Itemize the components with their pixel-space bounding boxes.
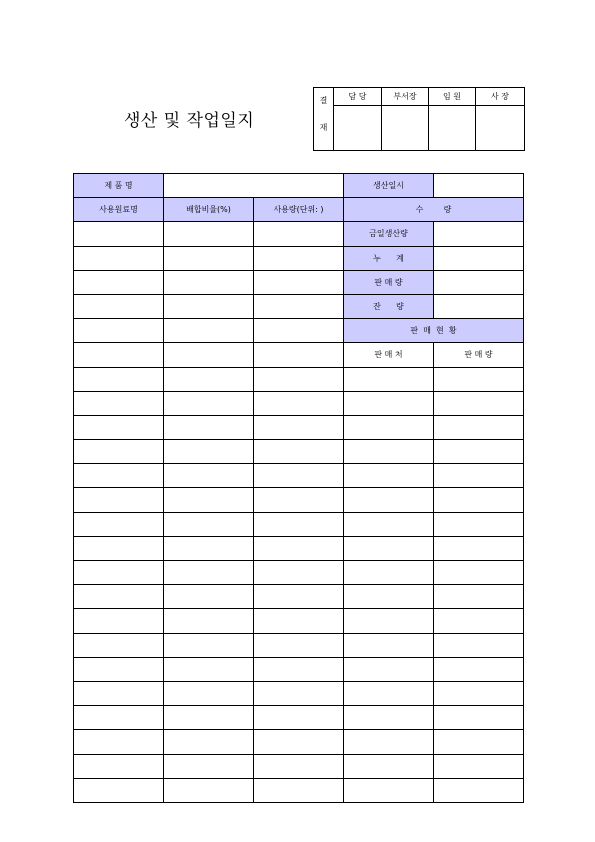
approval-sign-president[interactable] <box>476 106 525 151</box>
usage-cell[interactable] <box>254 681 344 705</box>
seller-cell[interactable] <box>344 609 434 633</box>
approval-sign-dept-head[interactable] <box>382 106 429 151</box>
usage-cell[interactable] <box>254 657 344 681</box>
sales-amount-cell[interactable] <box>434 706 524 730</box>
approval-side-label-top: 결 <box>314 88 334 106</box>
remaining-label: 잔 량 <box>344 294 434 318</box>
usage-cell[interactable] <box>254 730 344 754</box>
ratio-cell[interactable] <box>164 561 254 585</box>
ratio-cell[interactable] <box>164 706 254 730</box>
approval-side-label-bottom: 재 <box>314 106 334 151</box>
sales-amount-cell[interactable] <box>434 464 524 488</box>
material-cell[interactable] <box>74 681 164 705</box>
usage-cell[interactable] <box>254 778 344 802</box>
sales-amount-cell[interactable] <box>434 681 524 705</box>
quantity-header: 수 량 <box>344 198 524 222</box>
usage-cell[interactable] <box>254 246 344 270</box>
sales-amount-cell[interactable] <box>434 633 524 657</box>
usage-cell[interactable] <box>254 440 344 464</box>
material-cell[interactable] <box>74 706 164 730</box>
material-cell[interactable] <box>74 585 164 609</box>
seller-cell[interactable] <box>344 512 434 536</box>
table-row <box>74 657 524 681</box>
seller-cell[interactable] <box>344 706 434 730</box>
approval-sign-manager[interactable] <box>334 106 382 151</box>
product-name-field[interactable] <box>164 174 344 198</box>
table-row <box>74 415 524 439</box>
production-log-table <box>73 173 524 803</box>
ratio-cell[interactable] <box>164 440 254 464</box>
ratio-header: 배합비율(%) <box>164 198 254 222</box>
table-row <box>74 512 524 536</box>
seller-cell[interactable] <box>344 367 434 391</box>
production-date-field[interactable] <box>434 174 524 198</box>
ratio-cell[interactable] <box>164 415 254 439</box>
material-cell[interactable] <box>74 754 164 778</box>
ratio-cell[interactable] <box>164 222 254 246</box>
seller-cell[interactable] <box>344 754 434 778</box>
usage-cell[interactable] <box>254 536 344 560</box>
table-row <box>74 391 524 415</box>
ratio-cell[interactable] <box>164 319 254 343</box>
material-cell[interactable] <box>74 464 164 488</box>
ratio-cell[interactable] <box>164 294 254 318</box>
material-cell[interactable] <box>74 633 164 657</box>
sales-amount-cell[interactable] <box>434 391 524 415</box>
product-name-label: 제 품 명 <box>74 174 164 198</box>
table-row <box>74 754 524 778</box>
ratio-cell[interactable] <box>164 585 254 609</box>
sales-amount-cell[interactable] <box>434 657 524 681</box>
table-row <box>74 609 524 633</box>
sales-amount-cell[interactable] <box>434 609 524 633</box>
approval-role-dept-head: 부서장 <box>382 88 429 106</box>
sales-amount-cell[interactable] <box>434 367 524 391</box>
material-cell[interactable] <box>74 609 164 633</box>
material-cell[interactable] <box>74 488 164 512</box>
material-header: 사용원료명 <box>74 198 164 222</box>
ratio-cell[interactable] <box>164 754 254 778</box>
approval-role-executive: 임 원 <box>429 88 476 106</box>
production-date-label: 생산일시 <box>344 174 434 198</box>
material-cell[interactable] <box>74 415 164 439</box>
approval-sign-executive[interactable] <box>429 106 476 151</box>
usage-header: 사용량(단위: ) <box>254 198 344 222</box>
seller-cell[interactable] <box>344 561 434 585</box>
material-cell[interactable] <box>74 440 164 464</box>
approval-role-manager: 담 당 <box>334 88 382 106</box>
material-cell[interactable] <box>74 730 164 754</box>
usage-cell[interactable] <box>254 488 344 512</box>
seller-cell[interactable] <box>344 488 434 512</box>
cumulative-field[interactable] <box>434 246 524 270</box>
ratio-cell[interactable] <box>164 391 254 415</box>
usage-cell[interactable] <box>254 415 344 439</box>
table-row <box>74 585 524 609</box>
usage-cell[interactable] <box>254 706 344 730</box>
ratio-cell[interactable] <box>164 270 254 294</box>
today-production-field[interactable] <box>434 222 524 246</box>
approval-table <box>313 87 525 151</box>
ratio-cell[interactable] <box>164 343 254 367</box>
sales-amount-cell[interactable] <box>434 778 524 802</box>
seller-cell[interactable] <box>344 633 434 657</box>
material-cell[interactable] <box>74 222 164 246</box>
sales-amount-cell[interactable] <box>434 488 524 512</box>
table-row <box>74 367 524 391</box>
page-title: 생산 및 작업일지 <box>124 111 255 131</box>
material-cell[interactable] <box>74 391 164 415</box>
ratio-cell[interactable] <box>164 681 254 705</box>
table-row <box>74 778 524 802</box>
table-row <box>74 536 524 560</box>
seller-cell[interactable] <box>344 585 434 609</box>
usage-cell[interactable] <box>254 270 344 294</box>
ratio-cell[interactable] <box>164 512 254 536</box>
seller-cell[interactable] <box>344 730 434 754</box>
seller-cell[interactable] <box>344 464 434 488</box>
usage-cell[interactable] <box>254 754 344 778</box>
ratio-cell[interactable] <box>164 730 254 754</box>
material-cell[interactable] <box>74 561 164 585</box>
usage-cell[interactable] <box>254 294 344 318</box>
usage-cell[interactable] <box>254 391 344 415</box>
material-cell[interactable] <box>74 343 164 367</box>
ratio-cell[interactable] <box>164 633 254 657</box>
table-row <box>74 488 524 512</box>
table-row <box>74 681 524 705</box>
ratio-cell[interactable] <box>164 536 254 560</box>
material-cell[interactable] <box>74 367 164 391</box>
sales-amount-header: 판 매 량 <box>434 343 524 367</box>
material-cell[interactable] <box>74 319 164 343</box>
sales-amount-cell[interactable] <box>434 730 524 754</box>
table-row <box>74 464 524 488</box>
seller-cell[interactable] <box>344 391 434 415</box>
ratio-cell[interactable] <box>164 488 254 512</box>
seller-header: 판 매 처 <box>344 343 434 367</box>
material-cell[interactable] <box>74 778 164 802</box>
ratio-cell[interactable] <box>164 778 254 802</box>
table-row <box>74 730 524 754</box>
table-row <box>74 706 524 730</box>
sales-amount-label: 판 매 량 <box>344 270 434 294</box>
ratio-cell[interactable] <box>164 657 254 681</box>
remaining-field[interactable] <box>434 294 524 318</box>
usage-cell[interactable] <box>254 609 344 633</box>
seller-cell[interactable] <box>344 778 434 802</box>
ratio-cell[interactable] <box>164 464 254 488</box>
ratio-cell[interactable] <box>164 609 254 633</box>
usage-cell[interactable] <box>254 343 344 367</box>
sales-amount-cell[interactable] <box>434 536 524 560</box>
seller-cell[interactable] <box>344 681 434 705</box>
sales-amount-field[interactable] <box>434 270 524 294</box>
material-cell[interactable] <box>74 246 164 270</box>
seller-cell[interactable] <box>344 536 434 560</box>
material-cell[interactable] <box>74 657 164 681</box>
approval-role-president: 사 장 <box>476 88 525 106</box>
usage-cell[interactable] <box>254 367 344 391</box>
sales-status-header: 판 매 현 황 <box>344 319 524 343</box>
sales-amount-cell[interactable] <box>434 585 524 609</box>
material-cell[interactable] <box>74 536 164 560</box>
usage-cell[interactable] <box>254 561 344 585</box>
sales-amount-cell[interactable] <box>434 512 524 536</box>
seller-cell[interactable] <box>344 440 434 464</box>
today-production-label: 금일생산량 <box>344 222 434 246</box>
material-cell[interactable] <box>74 270 164 294</box>
ratio-cell[interactable] <box>164 367 254 391</box>
table-row <box>74 633 524 657</box>
cumulative-label: 누 계 <box>344 246 434 270</box>
usage-cell[interactable] <box>254 633 344 657</box>
sales-amount-cell[interactable] <box>434 415 524 439</box>
seller-cell[interactable] <box>344 415 434 439</box>
usage-cell[interactable] <box>254 319 344 343</box>
ratio-cell[interactable] <box>164 246 254 270</box>
usage-cell[interactable] <box>254 512 344 536</box>
sales-amount-cell[interactable] <box>434 440 524 464</box>
sales-amount-cell[interactable] <box>434 754 524 778</box>
table-row <box>74 561 524 585</box>
material-cell[interactable] <box>74 294 164 318</box>
seller-cell[interactable] <box>344 657 434 681</box>
material-cell[interactable] <box>74 512 164 536</box>
usage-cell[interactable] <box>254 585 344 609</box>
usage-cell[interactable] <box>254 464 344 488</box>
sales-amount-cell[interactable] <box>434 561 524 585</box>
usage-cell[interactable] <box>254 222 344 246</box>
table-row <box>74 440 524 464</box>
